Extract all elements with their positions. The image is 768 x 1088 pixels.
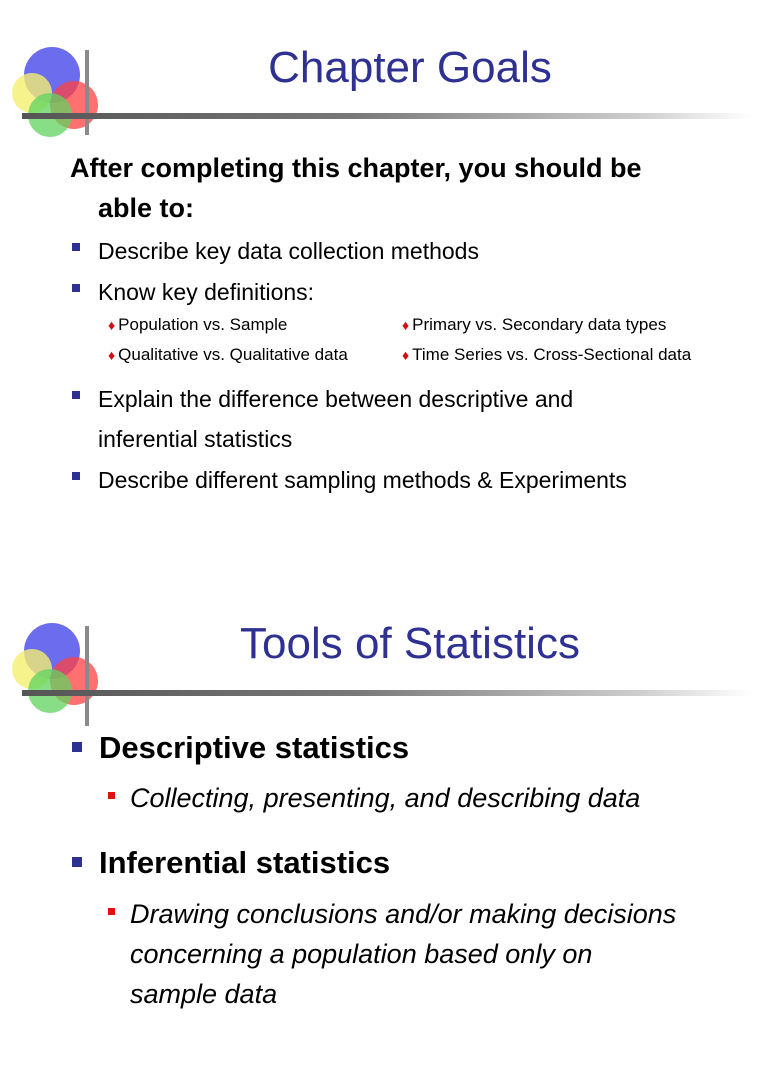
bullet-heading: Descriptive statistics xyxy=(72,728,409,768)
definition-item: ♦ Time Series vs. Cross-Sectional data xyxy=(402,345,692,364)
slide-chapter-goals xyxy=(0,0,768,512)
sub-bullet: Collecting, presenting, and describing data xyxy=(108,778,748,818)
square-bullet-icon xyxy=(72,857,82,867)
slide-tools-of-statistics xyxy=(0,576,768,1088)
diamond-bullet-icon: ♦ xyxy=(108,347,116,363)
definition-item: ♦ Qualitative vs. Qualitative data xyxy=(108,345,348,364)
diamond-bullet-icon: ♦ xyxy=(108,317,116,333)
sub-bullet: Drawing conclusions and/or making decisions concerning a population based only on sample data xyxy=(108,894,748,1014)
red-square-bullet-icon xyxy=(108,908,115,915)
bullet-item: Know key definitions: xyxy=(70,272,314,312)
diamond-bullet-icon: ♦ xyxy=(402,347,410,363)
horizontal-rule xyxy=(22,690,752,696)
square-bullet-icon xyxy=(72,472,80,480)
definition-item: ♦ Population vs. Sample xyxy=(108,315,288,334)
bullet-item: Describe different sampling methods & Experiments xyxy=(70,460,627,500)
lead-line-2: able to: xyxy=(98,193,195,223)
slide-title: Tools of Statistics xyxy=(240,619,580,668)
lead-text xyxy=(70,148,730,228)
square-bullet-icon xyxy=(72,742,82,752)
square-bullet-icon xyxy=(72,284,80,292)
bullet-heading: Inferential statistics xyxy=(72,843,390,883)
slide-title: Chapter Goals xyxy=(268,43,552,92)
square-bullet-icon xyxy=(72,243,80,251)
lead-line-1: After completing this chapter, you should be xyxy=(70,153,642,183)
bullet-item: Describe key data collection methods xyxy=(70,231,479,271)
diamond-bullet-icon: ♦ xyxy=(402,317,410,333)
horizontal-rule xyxy=(22,113,752,119)
bullet-item: Explain the difference between descriptive and inferential statistics xyxy=(70,379,573,459)
square-bullet-icon xyxy=(72,391,80,399)
definition-item: ♦ Primary vs. Secondary data types xyxy=(402,315,667,334)
red-square-bullet-icon xyxy=(108,792,115,799)
